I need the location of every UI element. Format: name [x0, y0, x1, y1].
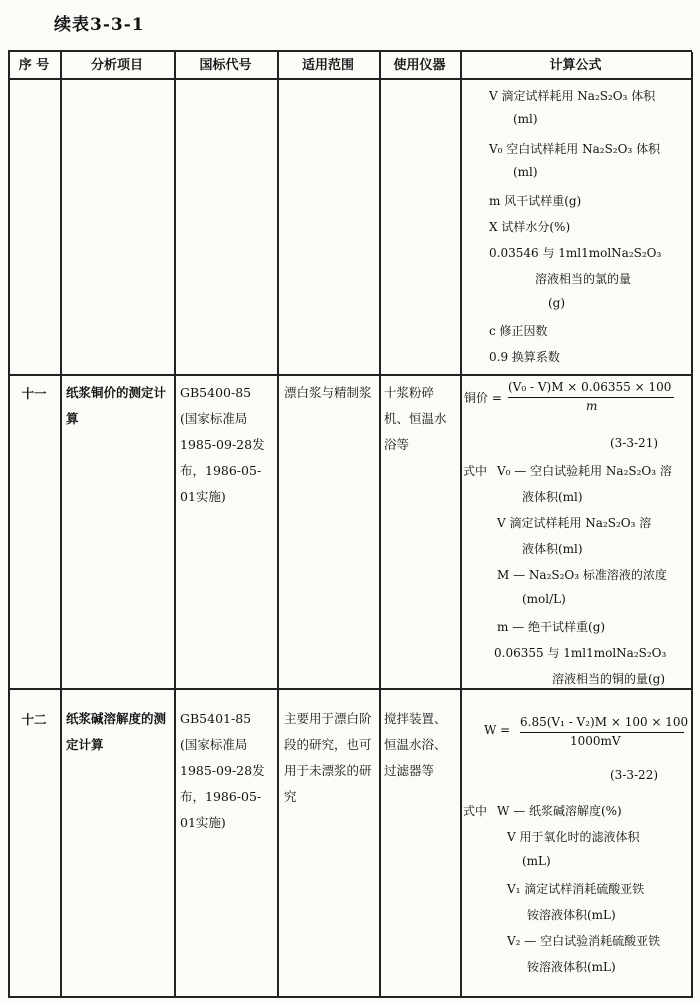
row11-formula-numerator: (V₀ - V)M × 0.06355 × 100: [508, 380, 672, 394]
col-line-3: [277, 52, 279, 998]
header-formula: 计算公式: [549, 58, 602, 73]
col-line-6: [691, 52, 693, 998]
header-scope: 适用范围: [301, 58, 354, 73]
row12-var-line: V 用于氧化时的滤液体积: [507, 830, 640, 844]
formula-line: c 修正因数: [489, 324, 548, 338]
header-standard: 国标代号: [199, 58, 252, 73]
table-caption: 续表3-3-1: [54, 15, 145, 35]
formula-line: m 风干试样重(g): [489, 194, 582, 208]
row11-formula-denominator: m: [586, 399, 598, 413]
row12-where-label: 式中: [463, 804, 488, 818]
row11-var-line: 液体积(ml): [522, 542, 583, 556]
col-line-1: [60, 52, 62, 998]
col-line-2: [174, 52, 176, 998]
row12-formula-lhs: W =: [484, 723, 511, 737]
row12-var-line: 铵溶液体积(mL): [527, 908, 616, 922]
row11-fraction-bar: [508, 397, 674, 398]
formula-line: V 滴定试样耗用 Na₂S₂O₃ 体积: [489, 89, 656, 103]
row12-instrument: 搅拌装置、恒温水浴、过滤器等: [384, 711, 447, 778]
row12-scope: 主要用于漂白阶段的研究，也可用于未漂浆的研究: [284, 711, 372, 804]
row11-var-line: 溶液相当的铜的量(g): [552, 672, 666, 686]
formula-line: (g): [548, 296, 566, 310]
top-border: [8, 50, 692, 52]
col-line-0: [8, 52, 10, 998]
row11-number: 十一: [21, 386, 47, 401]
row11-var-line: 0.06355 与 1ml1molNa₂S₂O₃: [494, 646, 667, 660]
row12-var-line: 铵溶液体积(mL): [527, 960, 616, 974]
row11-equation-number: (3-3-21): [610, 436, 659, 450]
row11-instrument: 十浆粉碎机、恒温水浴等: [384, 385, 447, 452]
row12-var-line: (mL): [522, 854, 551, 868]
row12-formula-numerator: 6.85(V₁ - V₂)M × 100 × 100: [520, 715, 689, 729]
row-divider-1: [8, 374, 692, 376]
row11-scope: 漂白浆与精制浆: [284, 385, 372, 400]
header-bottom-border: [8, 78, 692, 80]
col-line-5: [460, 52, 462, 998]
row11-var-line: m — 绝干试样重(g): [497, 620, 606, 634]
formula-line: V₀ 空白试样耗用 Na₂S₂O₃ 体积: [489, 142, 661, 156]
row11-var-line: V₀ — 空白试验耗用 Na₂S₂O₃ 溶: [497, 464, 672, 478]
row12-equation-number: (3-3-22): [610, 768, 659, 782]
row11-standard: GB5400-85 (国家标准局 1985-09-28发 布，1986-05- 01实施): [180, 385, 265, 504]
row12-formula-denominator: 1000mV: [570, 734, 621, 748]
row11-where-label: 式中: [463, 464, 488, 478]
col-line-4: [379, 52, 381, 998]
row12-item: 纸浆碱溶解度的测定计算: [66, 711, 167, 752]
row12-fraction-bar: [520, 732, 684, 733]
row11-var-line: M — Na₂S₂O₃ 标准溶液的浓度: [497, 568, 667, 582]
formula-line: 0.9 换算系数: [489, 350, 560, 364]
header-item: 分析项目: [90, 58, 143, 73]
row12-number: 十二: [21, 712, 47, 727]
row11-formula-lhs: 铜价 =: [464, 391, 502, 405]
formula-line: 0.03546 与 1ml1molNa₂S₂O₃: [489, 246, 662, 260]
row12-standard: GB5401-85 (国家标准局 1985-09-28发 布，1986-05- 01实施): [180, 711, 265, 830]
row11-var-line: (mol/L): [522, 592, 566, 606]
row12-var-line: V₁ 滴定试样消耗硫酸亚铁: [507, 882, 645, 896]
formula-line: 溶液相当的氯的量: [535, 272, 632, 286]
row11-item: 纸浆铜价的测定计算: [66, 385, 167, 426]
header-no: 序 号: [18, 58, 50, 73]
row12-var-line: V₂ — 空白试验消耗硫酸亚铁: [507, 934, 661, 948]
row11-var-line: 液体积(ml): [522, 490, 583, 504]
bottom-border: [8, 996, 692, 998]
row12-var-line: W — 纸浆碱溶解度(%): [497, 804, 622, 818]
formula-line: X 试样水分(%): [489, 220, 571, 234]
row-divider-2: [8, 688, 692, 690]
row11-var-line: V 滴定试样耗用 Na₂S₂O₃ 溶: [497, 516, 652, 530]
formula-line: (ml): [513, 165, 538, 179]
header-instrument: 使用仪器: [393, 58, 446, 73]
formula-line: (ml): [513, 112, 538, 126]
